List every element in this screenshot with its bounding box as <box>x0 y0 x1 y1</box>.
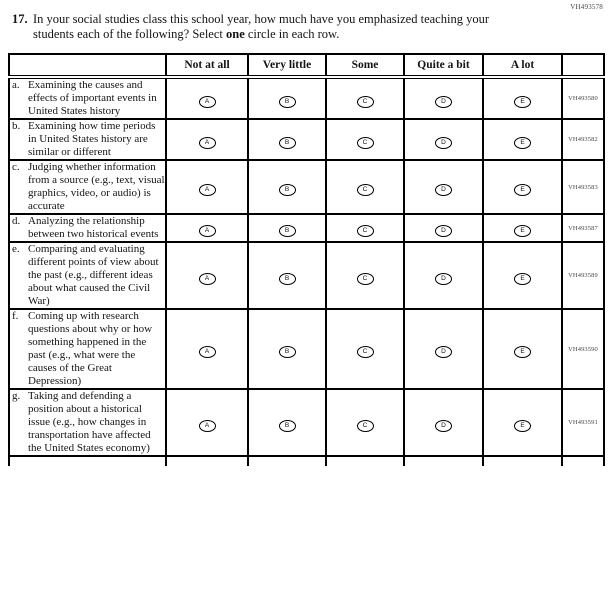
column-header-very-little: Very little <box>248 54 326 77</box>
answer-bubble-a[interactable]: A <box>199 420 216 432</box>
option-cell <box>248 214 326 242</box>
answer-bubble-e[interactable]: E <box>514 273 531 285</box>
row-item-text: Analyzing the relationship between two historical events <box>28 215 159 240</box>
option-cell <box>483 160 562 214</box>
row-label-cell <box>9 389 166 456</box>
answer-bubble-d[interactable]: D <box>435 184 452 196</box>
option-cell <box>248 119 326 160</box>
empty-cell <box>326 456 404 466</box>
row-label-cell <box>9 160 166 214</box>
answer-bubble-c[interactable]: C <box>357 96 374 108</box>
row-item-letter: f. <box>12 310 19 322</box>
answer-bubble-a[interactable]: A <box>199 184 216 196</box>
option-cell <box>483 77 562 119</box>
column-header-some: Some <box>326 54 404 77</box>
option-cell <box>404 242 483 309</box>
option-cell <box>166 160 248 214</box>
answer-bubble-c[interactable]: C <box>357 420 374 432</box>
row-label-cell <box>9 309 166 389</box>
option-cell <box>326 214 404 242</box>
row-code: VH493582 <box>562 119 604 160</box>
empty-cell <box>248 456 326 466</box>
table-row <box>9 309 604 389</box>
row-item-text: Taking and defending a position about a historical issue (e.g., how changes in transportation have affected the United States economy) <box>28 390 151 454</box>
table-row <box>9 214 604 242</box>
row-label-cell <box>9 77 166 119</box>
option-cell <box>404 389 483 456</box>
answer-bubble-e[interactable]: E <box>514 225 531 237</box>
option-cell <box>166 389 248 456</box>
answer-bubble-e[interactable]: E <box>514 420 531 432</box>
answer-bubble-b[interactable]: B <box>279 184 296 196</box>
answer-bubble-d[interactable]: D <box>435 225 452 237</box>
option-cell <box>404 160 483 214</box>
option-cell <box>166 242 248 309</box>
option-cell <box>166 119 248 160</box>
empty-cell <box>166 456 248 466</box>
answer-bubble-a[interactable]: A <box>199 137 216 149</box>
answer-bubble-a[interactable]: A <box>199 273 216 285</box>
row-code: VH493580 <box>562 77 604 119</box>
answer-bubble-b[interactable]: B <box>279 420 296 432</box>
emphasis-survey-table <box>8 53 605 466</box>
option-cell <box>326 160 404 214</box>
survey-table-body <box>9 77 604 466</box>
row-item-text: Judging whether information from a source (e.g., text, visual graphics, video, or audio) is accurate <box>28 161 165 212</box>
answer-bubble-c[interactable]: C <box>357 273 374 285</box>
header-row <box>9 54 604 77</box>
answer-bubble-c[interactable]: C <box>357 184 374 196</box>
row-item-text: Comparing and evaluating different points of view about the past (e.g., different ideas about what caused the Civil War) <box>28 243 159 307</box>
row-item-letter: d. <box>12 215 21 227</box>
answer-bubble-b[interactable]: B <box>279 273 296 285</box>
empty-cell <box>9 456 166 466</box>
header-cell-code-column <box>562 54 604 77</box>
option-cell <box>166 214 248 242</box>
answer-bubble-b[interactable]: B <box>279 346 296 358</box>
row-label-cell <box>9 242 166 309</box>
answer-bubble-a[interactable]: A <box>199 346 216 358</box>
row-code: VH493583 <box>562 160 604 214</box>
row-code: VH493589 <box>562 242 604 309</box>
row-item-text: Examining how time periods in United States history are similar or different <box>28 120 156 158</box>
answer-bubble-c[interactable]: C <box>357 225 374 237</box>
answer-bubble-b[interactable]: B <box>279 96 296 108</box>
option-cell <box>166 77 248 119</box>
table-row <box>9 242 604 309</box>
row-item-letter: b. <box>12 120 21 132</box>
option-cell <box>404 119 483 160</box>
row-item-letter: g. <box>12 390 21 402</box>
option-cell <box>166 309 248 389</box>
option-cell <box>326 77 404 119</box>
empty-cell <box>562 456 604 466</box>
answer-bubble-d[interactable]: D <box>435 273 452 285</box>
question-text-bold-word: one <box>226 27 245 41</box>
question-text-part1: In your social studies class this school year, how much have you emphasized teaching your students each of the following? Select <box>33 12 489 41</box>
answer-bubble-d[interactable]: D <box>435 346 452 358</box>
option-cell <box>248 389 326 456</box>
table-row <box>9 389 604 456</box>
option-cell <box>404 309 483 389</box>
option-cell <box>248 160 326 214</box>
option-cell <box>326 389 404 456</box>
row-item-letter: c. <box>12 161 20 173</box>
answer-bubble-b[interactable]: B <box>279 137 296 149</box>
table-row <box>9 160 604 214</box>
answer-bubble-d[interactable]: D <box>435 96 452 108</box>
answer-bubble-c[interactable]: C <box>357 346 374 358</box>
option-cell <box>483 119 562 160</box>
question-block <box>0 0 610 42</box>
answer-bubble-d[interactable]: D <box>435 420 452 432</box>
row-item-letter: a. <box>12 79 20 91</box>
form-code-top-right: VH493578 <box>570 3 603 11</box>
row-code: VH493590 <box>562 309 604 389</box>
question-text <box>33 12 505 42</box>
empty-cell <box>483 456 562 466</box>
answer-bubble-e[interactable]: E <box>514 137 531 149</box>
answer-bubble-e[interactable]: E <box>514 346 531 358</box>
row-item-text: Examining the causes and effects of important events in United States history <box>28 79 157 117</box>
answer-bubble-a[interactable]: A <box>199 225 216 237</box>
option-cell <box>326 309 404 389</box>
option-cell <box>404 214 483 242</box>
option-cell <box>483 389 562 456</box>
option-cell <box>248 309 326 389</box>
option-cell <box>326 119 404 160</box>
answer-bubble-b[interactable]: B <box>279 225 296 237</box>
row-code: VH493587 <box>562 214 604 242</box>
row-item-letter: e. <box>12 243 20 255</box>
row-code: VH493591 <box>562 389 604 456</box>
row-label-cell <box>9 119 166 160</box>
option-cell <box>326 242 404 309</box>
header-cell-blank <box>9 54 166 77</box>
option-cell <box>483 309 562 389</box>
row-label-cell <box>9 214 166 242</box>
answer-bubble-e[interactable]: E <box>514 184 531 196</box>
column-header-not-at-all: Not at all <box>166 54 248 77</box>
row-item-text: Coming up with research questions about why or how something happened in the past (e.g., what were the causes of the Great Depression) <box>28 310 153 387</box>
option-cell <box>404 77 483 119</box>
empty-cell <box>404 456 483 466</box>
option-cell <box>483 214 562 242</box>
answer-bubble-c[interactable]: C <box>357 137 374 149</box>
table-row-cutoff <box>9 456 604 466</box>
answer-bubble-d[interactable]: D <box>435 137 452 149</box>
option-cell <box>248 77 326 119</box>
answer-bubble-a[interactable]: A <box>199 96 216 108</box>
option-cell <box>248 242 326 309</box>
column-header-quite-a-bit: Quite a bit <box>404 54 483 77</box>
table-row <box>9 77 604 119</box>
column-header-a-lot: A lot <box>483 54 562 77</box>
answer-bubble-e[interactable]: E <box>514 96 531 108</box>
question-text-part2: circle in each row. <box>244 27 340 41</box>
table-row <box>9 119 604 160</box>
option-cell <box>483 242 562 309</box>
question-number: 17. <box>12 12 28 26</box>
